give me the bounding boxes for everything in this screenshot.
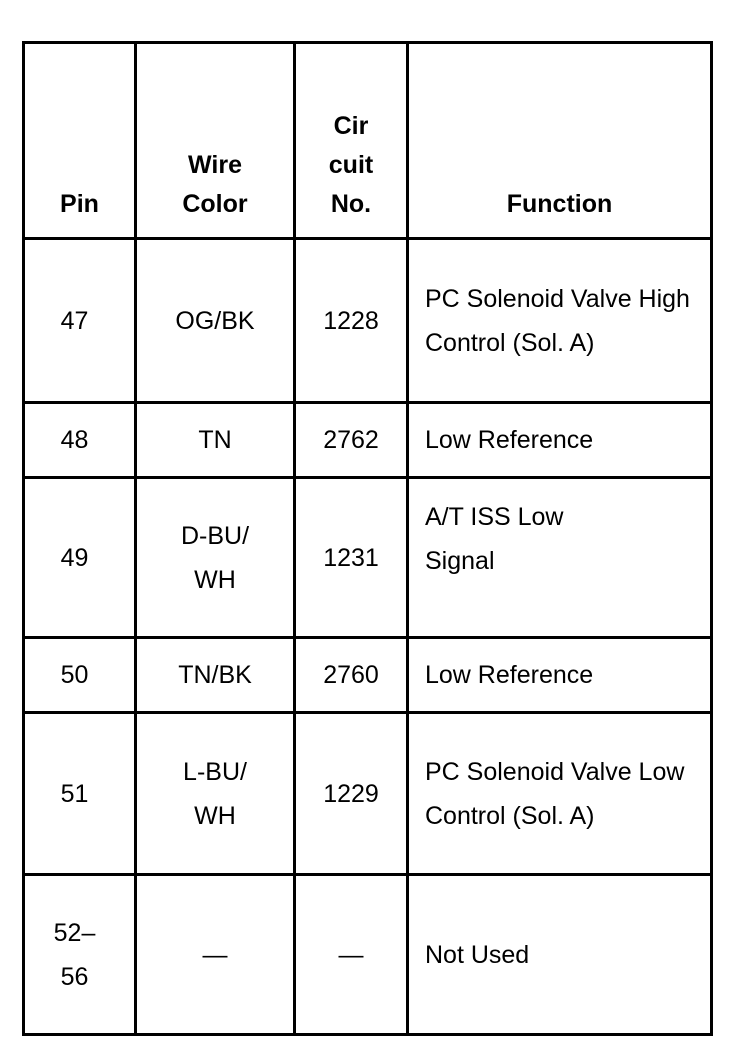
pin-cell: 49 xyxy=(24,478,136,638)
wire-color-text: L-BU/ WH xyxy=(183,757,247,830)
header-wire-color-line-1: Wire xyxy=(188,151,242,179)
circuit-cell: 2760 xyxy=(295,638,408,713)
function-cell: PC Solenoid Valve High Control (Sol. A) xyxy=(408,239,712,403)
wire-color-cell: TN/BK xyxy=(136,638,295,713)
pin-cell: 50 xyxy=(24,638,136,713)
circuit-cell: 1228 xyxy=(295,239,408,403)
table-header xyxy=(24,43,712,239)
function-text: A/T ISS Low Signal xyxy=(425,502,564,575)
pin-cell: 47 xyxy=(24,239,136,403)
header-circuit-no xyxy=(295,43,408,239)
function-cell: Low Reference xyxy=(408,403,712,478)
function-cell xyxy=(408,478,712,638)
header-wire-color-line-2: Color xyxy=(182,190,248,218)
header-circuit-line-2: cuit xyxy=(328,151,374,179)
pin-text: 52– 56 xyxy=(53,918,96,991)
function-cell: Not Used xyxy=(408,875,712,1035)
pin-cell xyxy=(24,875,136,1035)
header-circuit-line-1: Cir xyxy=(333,112,369,140)
circuit-cell: 2762 xyxy=(295,403,408,478)
pinout-table xyxy=(22,41,713,1036)
table-row xyxy=(24,239,712,403)
header-circuit-line-3: No. xyxy=(330,190,372,218)
wire-color-cell xyxy=(136,478,295,638)
function-cell: PC Solenoid Valve Low Control (Sol. A) xyxy=(408,713,712,875)
pin-cell: 48 xyxy=(24,403,136,478)
table-row xyxy=(24,638,712,713)
header-row xyxy=(24,43,712,239)
wire-color-cell: — xyxy=(136,875,295,1035)
table-body xyxy=(24,239,712,1035)
circuit-cell: — xyxy=(295,875,408,1035)
function-cell: Low Reference xyxy=(408,638,712,713)
wire-color-cell: TN xyxy=(136,403,295,478)
wire-color-cell: OG/BK xyxy=(136,239,295,403)
table-row xyxy=(24,403,712,478)
table-row xyxy=(24,713,712,875)
header-function: Function xyxy=(408,43,712,239)
wire-color-cell xyxy=(136,713,295,875)
table-row xyxy=(24,478,712,638)
table-row xyxy=(24,875,712,1035)
pin-cell: 51 xyxy=(24,713,136,875)
header-wire-color xyxy=(136,43,295,239)
header-pin: Pin xyxy=(24,43,136,239)
circuit-cell: 1229 xyxy=(295,713,408,875)
circuit-cell: 1231 xyxy=(295,478,408,638)
wire-color-text: D-BU/ WH xyxy=(180,521,250,594)
